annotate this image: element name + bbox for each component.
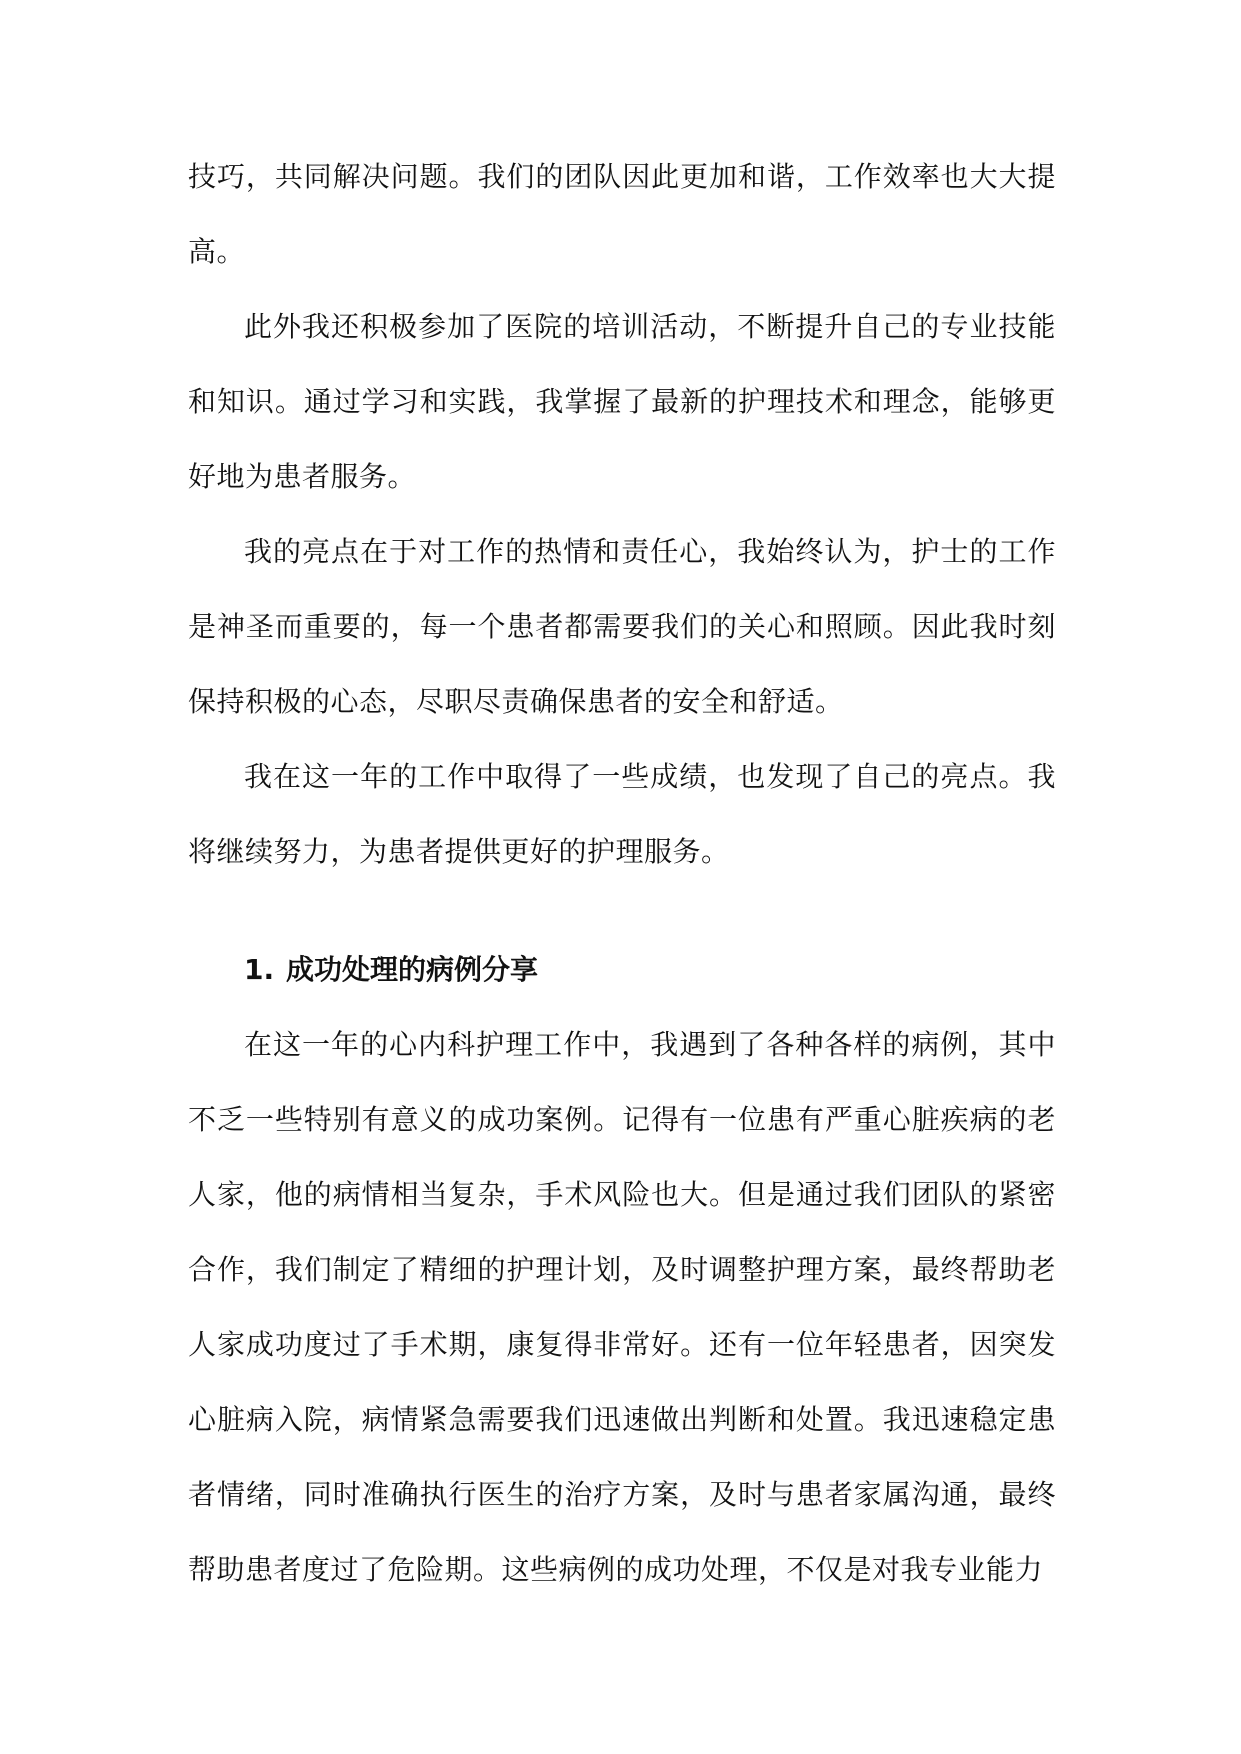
section-heading-number: 1. xyxy=(244,953,275,986)
paragraph-case-sharing: 在这一年的心内科护理工作中，我遇到了各种各样的病例，其中不乏一些特别有意义的成功案例。记得有一位患有严重心脏疾病的老人家，他的病情相当复杂，手术风险也大。但是通过我们团队的紧密合作，我们制定了精细的护理计划，及时调整护理方案，最终帮助老人家成功度过了手术期，康复得非常好。还有一位年轻患者，因突发心脏病入院，病情紧急需要我们迅速做出判断和处置。我迅速稳定患者情绪，同时准确执行医生的治疗方案，及时与患者家属沟通，最终帮助患者度过了危险期。这些病例的成功处理，不仅是对我专业能力 xyxy=(188,1028,1056,1586)
section-heading-title: 成功处理的病例分享 xyxy=(286,953,539,986)
document-body xyxy=(188,139,1056,1607)
section-heading xyxy=(188,932,1056,1007)
paragraph-continuation: 技巧，共同解决问题。我们的团队因此更加和谐，工作效率也大大提高。 xyxy=(188,160,1056,268)
paragraph-training: 此外我还积极参加了医院的培训活动，不断提升自己的专业技能和知识。通过学习和实践，我掌握了最新的护理技术和理念，能够更好地为患者服务。 xyxy=(188,310,1056,493)
paragraph-summary: 我在这一年的工作中取得了一些成绩，也发现了自己的亮点。我将继续努力，为患者提供更好的护理服务。 xyxy=(188,760,1056,868)
paragraph-highlights: 我的亮点在于对工作的热情和责任心，我始终认为，护士的工作是神圣而重要的，每一个患者都需要我们的关心和照顾。因此我时刻保持积极的心态，尽职尽责确保患者的安全和舒适。 xyxy=(188,535,1056,718)
